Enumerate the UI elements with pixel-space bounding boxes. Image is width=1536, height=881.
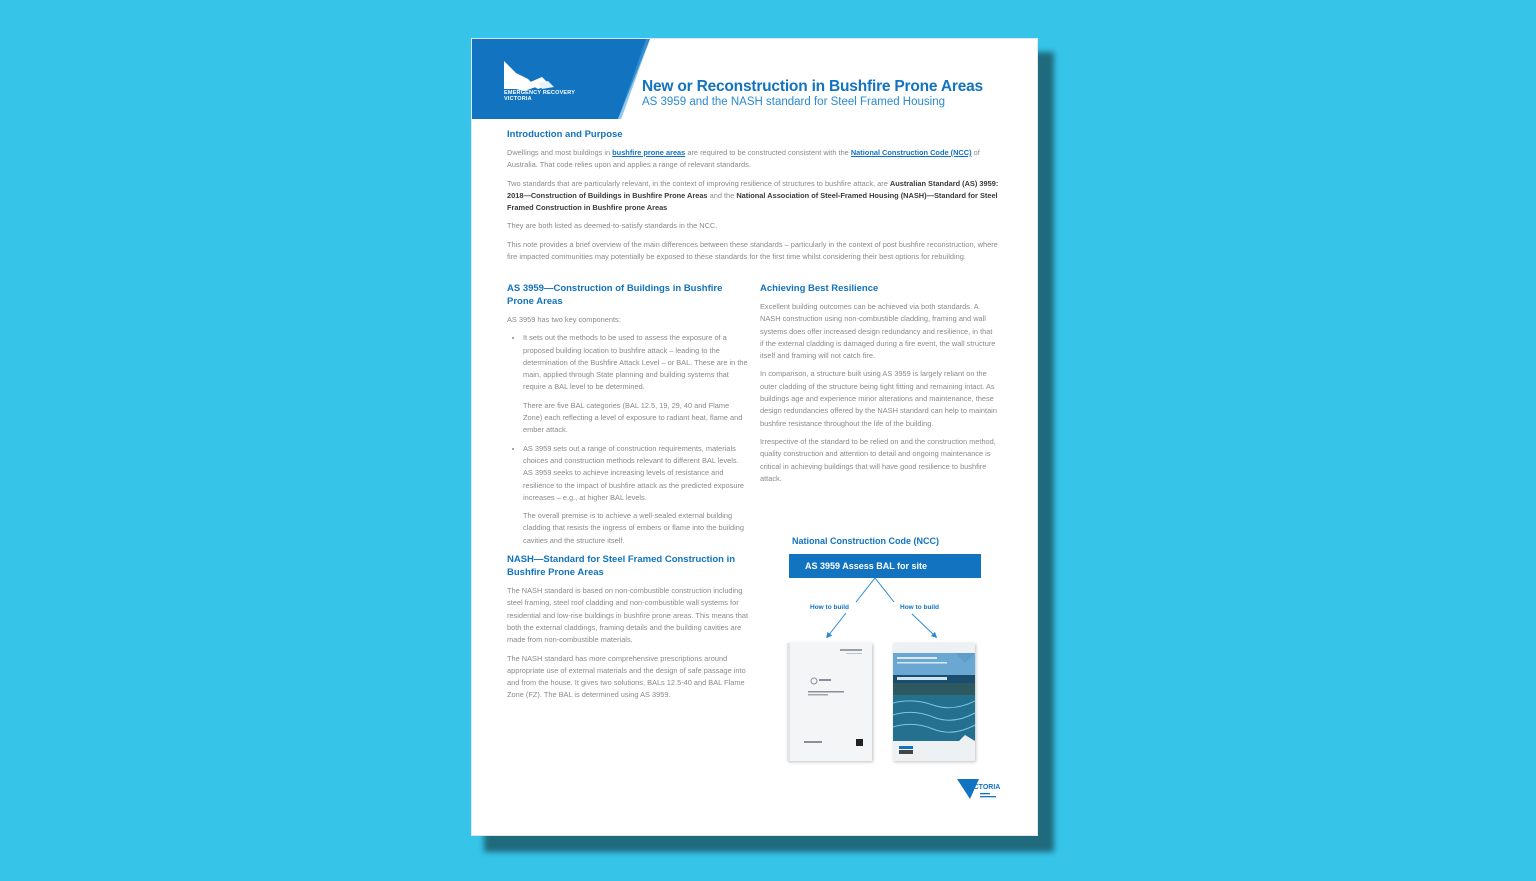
- left-column: [507, 282, 749, 708]
- intro-heading: Introduction and Purpose: [507, 129, 623, 140]
- ncc-diagram: [782, 536, 1002, 771]
- logo-text: [504, 90, 575, 102]
- text: It sets out the methods to be used to assess the exposure of a proposed building location to bushfire attack – leading to the determination of the Bushfire Attack Level – or BAL. These are in the main, applied through State planning and building systems that require a BAL level to be determined.: [523, 333, 748, 392]
- page-title: New or Reconstruction in Bushfire Prone Areas: [642, 78, 983, 95]
- victoria-logo-text: VICTORIA: [967, 784, 1001, 791]
- intro-paragraph-4: This note provides a brief overview of the main differences between these standards – particularly in the context of post bushfire reconstruction, where fire impacted communities may potentially be exposed to these standards for the first time whilst considering their best options for rebuilding.: [507, 239, 998, 262]
- as3959-list: [507, 332, 749, 393]
- text: Two standards that are particularly relevant, in the context of improving resilience of structures to bushfire attack, are: [507, 178, 890, 188]
- list-item: [523, 443, 749, 504]
- victoria-government-logo-icon: [957, 777, 1007, 805]
- nash-paragraph-1: The NASH standard is based on non-combustible construction including steel framing, steel roof cladding and non-combustible wall systems for residential and low-rise buildings in bushfire prone areas. This means that both the external claddings, framing details and the building cavities are made from non-combustible materials.: [507, 586, 749, 645]
- intro-section: [507, 128, 999, 269]
- text: AS 3959 sets out a range of construction requirements, materials choices and construction methods relevant to different BAL levels. AS 3959 seeks to achieve increasing levels of resistance and resilience to the impact of bushfire attack as the predicted exposure increases – e.g., at higher BAL levels.: [523, 443, 745, 502]
- nash-heading: NASH—Standard for Steel Framed Construction in Bushfire Prone Areas: [507, 554, 736, 579]
- bushfire-prone-areas-link[interactable]: bushfire prone areas: [612, 148, 686, 157]
- logo-text-line1: EMERGENCY RECOVERY: [504, 90, 576, 96]
- bal-assess-box: AS 3959 Assess BAL for site: [789, 554, 981, 578]
- intro-paragraph-1: [507, 147, 999, 172]
- nash-paragraph-2: The NASH standard has more comprehensive prescriptions around appropriate use of external materials and the design of safe passage into and from the house. It gives two solutions, BALs 12.5-40 and BAL Flame Zone (FZ). The BAL is determined using AS 3959.: [507, 653, 746, 700]
- text: of Australia. That code relies upon and applies a range of relevant standards.: [507, 148, 980, 170]
- intro-paragraph-2: [507, 178, 999, 215]
- ncc-label: National Construction Code (NCC): [792, 536, 939, 546]
- resilience-paragraph-3: Irrespective of the standard to be relied on and the construction method, quality construction and attention to detail and ongoing maintenance is critical in achieving buildings that will have good resilience to bushfire attack.: [760, 436, 996, 483]
- document-page: [471, 38, 1038, 836]
- nash-name: National Association of Steel-Framed Housing (NASH)—Standard for Steel Framed Construction in Bushfire prone Areas: [507, 190, 998, 213]
- as3959-bullet1-follow: There are five BAL categories (BAL 12.5, 19, 29, 40 and Flame Zone) each reflecting a level of exposure to radiant heat, flame and ember attack.: [523, 400, 743, 435]
- as3959-bullet2-follow: The overall premise is to achieve a well-sealed external building cladding that resists the ingress of embers or flame into the building cavities and the structure itself.: [523, 511, 745, 545]
- resilience-paragraph-2: In comparison, a structure built using AS 3959 is largely reliant on the outer cladding of the structure being tight fitting and remaining intact. As buildings age and experience minor alterations and maintenance, these design redundancies offered by the NASH standard can help to maintain bushfire resistance throughout the life of the building.: [760, 369, 997, 428]
- as3959-cover-image: [787, 643, 872, 761]
- nash-cover-art-icon: [893, 643, 975, 761]
- text: Dwellings and most buildings in: [507, 148, 613, 157]
- list-item: [523, 332, 749, 393]
- how-to-build-left-label: How to build: [810, 604, 849, 611]
- resilience-heading: Achieving Best Resilience: [760, 283, 879, 294]
- as3959-cover-art-icon: [790, 643, 869, 761]
- left-arrow-lower: [828, 613, 846, 636]
- intro-paragraph-3: They are both listed as deemed-to-satisfy standards in the NCC.: [507, 221, 718, 231]
- right-column: [760, 282, 998, 491]
- ncc-link[interactable]: National Construction Code (NCC): [850, 148, 972, 157]
- right-arrow: [875, 578, 894, 602]
- nash-cover-image: [893, 643, 975, 761]
- left-arrow: [856, 578, 875, 602]
- logo-text-line2: VICTORIA: [504, 96, 532, 102]
- as3959-heading: AS 3959—Construction of Buildings in Bushfire Prone Areas: [507, 283, 723, 307]
- resilience-paragraph-1: Excellent building outcomes can be achieved via both standards. A NASH construction using non-combustible cladding, framing and wall systems does offer increased design redundancy and resilience, in that if the external cladding is damaged during a fire event, the wall structure itself and framing will not catch fire.: [760, 302, 996, 361]
- page-subtitle: AS 3959 and the NASH standard for Steel Framed Housing: [642, 96, 946, 108]
- as3959-name: Australian Standard (AS) 3959: 2018—Construction of Buildings in Bushfire Prone Areas: [507, 178, 999, 200]
- text: and the: [707, 190, 737, 200]
- how-to-build-right-label: How to build: [900, 604, 939, 611]
- text: are required to be constructed consistent with the: [685, 148, 851, 157]
- as3959-intro: AS 3959 has two key components:: [507, 315, 621, 324]
- as3959-list-2: [507, 443, 749, 504]
- right-arrow-lower: [912, 614, 935, 636]
